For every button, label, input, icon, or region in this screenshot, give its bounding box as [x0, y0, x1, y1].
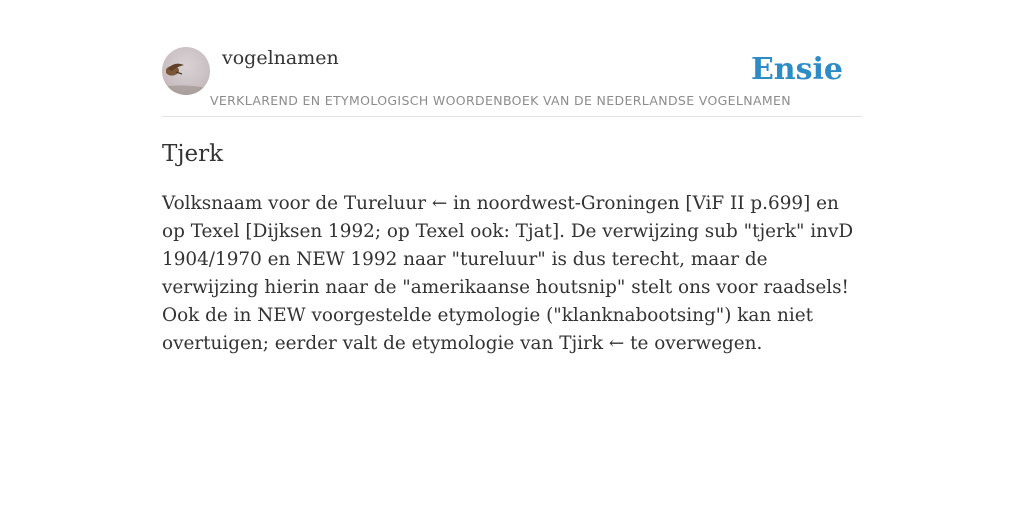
entry-text: in noordwest-Groningen [ViF II p.699] en op Texel [Dijksen 1992; op Texel ook: Tjat]. De verwijzing sub "tjerk" invD 1904/1970 en NEW 1992 naar "tureluur" is dus terecht, maar de verwijzing hierin naar de "amerikaanse houtsnip" stelt ons voor raadsels! Ook de in NEW voorgestelde etymologie ("klanknabootsing") kan niet overtuigen; eerder valt de etymologie van	[162, 193, 854, 354]
site-name-link[interactable]: vogelnamen	[222, 47, 339, 69]
tureluur-link-label: Tureluur	[343, 193, 427, 214]
site-header	[162, 46, 862, 117]
tjirk-link-label: Tjirk	[559, 333, 603, 354]
entry-content	[162, 138, 862, 358]
entry-text: te overwegen.	[624, 333, 763, 354]
entry-text: Volksnaam voor de	[162, 193, 344, 214]
site-subtitle: VERKLAREND EN ETYMOLOGISCH WOORDENBOEK VAN DE NEDERLANDSE VOGELNAMEN	[210, 93, 791, 108]
bird-avatar[interactable]	[162, 47, 210, 95]
arrow-left-icon: ←	[608, 333, 625, 354]
ensie-logo-link[interactable]: Ensie	[750, 52, 843, 87]
entry-body	[162, 190, 862, 358]
tureluur-link[interactable]	[344, 193, 447, 214]
tjirk-link[interactable]	[559, 333, 624, 354]
bird-photo-icon	[162, 47, 210, 95]
arrow-left-icon: ←	[431, 193, 448, 214]
entry-title: Tjerk	[162, 141, 224, 167]
